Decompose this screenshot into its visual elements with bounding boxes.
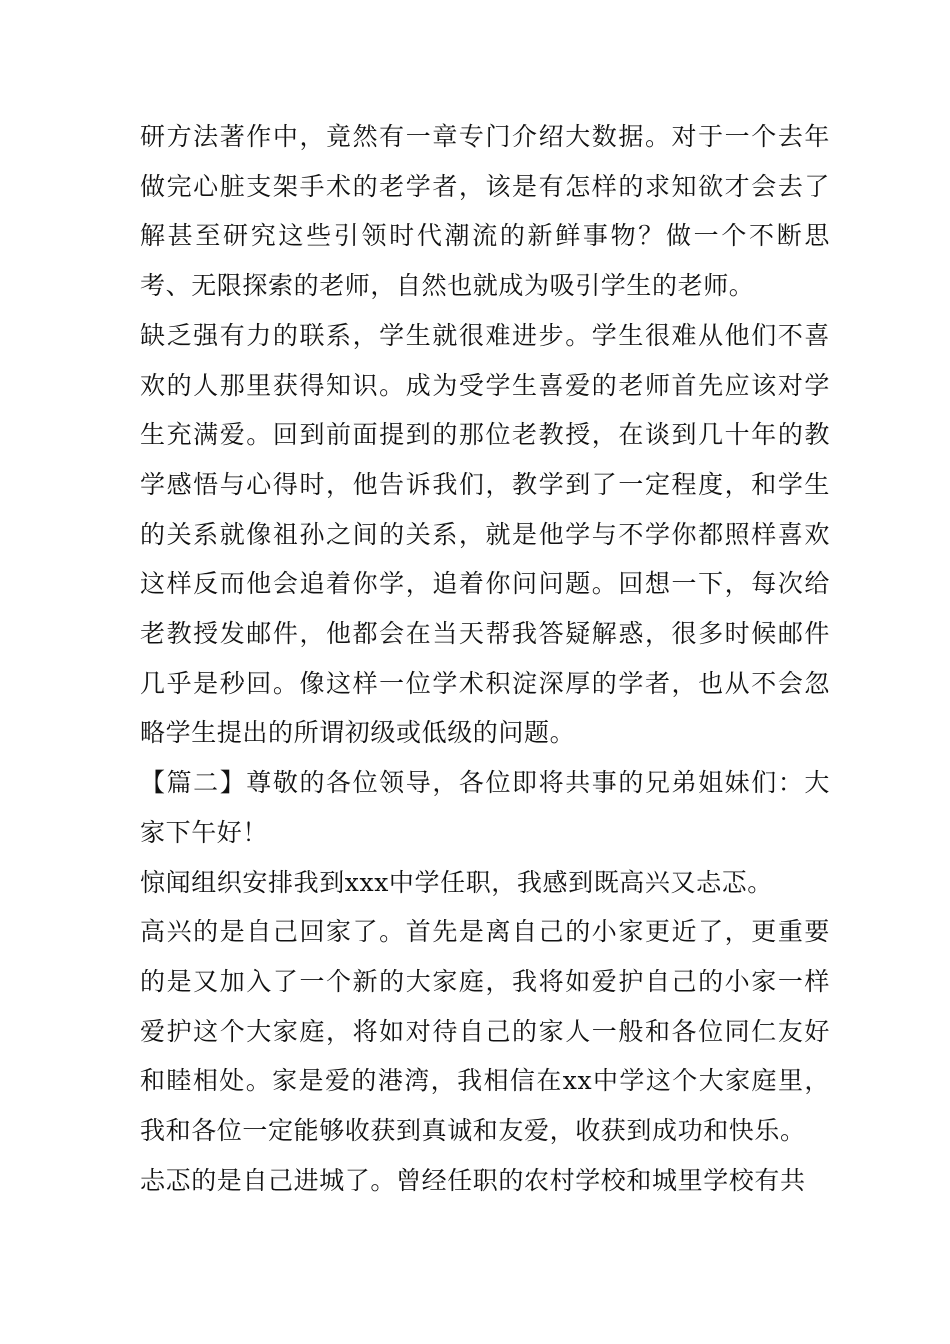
document-body	[140, 112, 830, 1205]
paragraph-4: 惊闻组织安排我到xxx中学任职，我感到既高兴又忐忑。	[140, 867, 773, 897]
paragraph-1: 研方法著作中，竟然有一章专门介绍大数据。对于一个去年做完心脏支架手术的老学者，该是有怎样的求知欲才会去了解甚至研究这些引领时代潮流的新鲜事物？做一个不断思考、无限探索的老师，自然也就成为吸引学生的老师。	[140, 122, 830, 301]
paragraph-5: 高兴的是自己回家了。首先是离自己的小家更近了，更重要的是又加入了一个新的大家庭，我将如爱护自己的小家一样爱护这个大家庭，将如对待自己的家人一般和各位同仁友好和睦相处。家是爱的港湾，我相信在xx中学这个大家庭里，我和各位一定能够收获到真诚和友爱，收获到成功和快乐。	[140, 917, 830, 1146]
paragraph-6: 忐忑的是自己进城了。曾经任职的农村学校和城里学校有共	[140, 1165, 806, 1195]
paragraph-3: 【篇二】尊敬的各位领导，各位即将共事的兄弟姐妹们：大家下午好！	[140, 768, 830, 847]
paragraph-2: 缺乏强有力的联系，学生就很难进步。学生很难从他们不喜欢的人那里获得知识。成为受学生喜爱的老师首先应该对学生充满爱。回到前面提到的那位老教授，在谈到几十年的教学感悟与心得时，他告诉我们，教学到了一定程度，和学生的关系就像祖孙之间的关系，就是他学与不学你都照样喜欢这样反而他会追着你学，追着你问问题。回想一下，每次给老教授发邮件，他都会在当天帮我答疑解惑，很多时候邮件几乎是秒回。像这样一位学术积淀深厚的学者，也从不会忽略学生提出的所谓初级或低级的问题。	[140, 320, 830, 748]
